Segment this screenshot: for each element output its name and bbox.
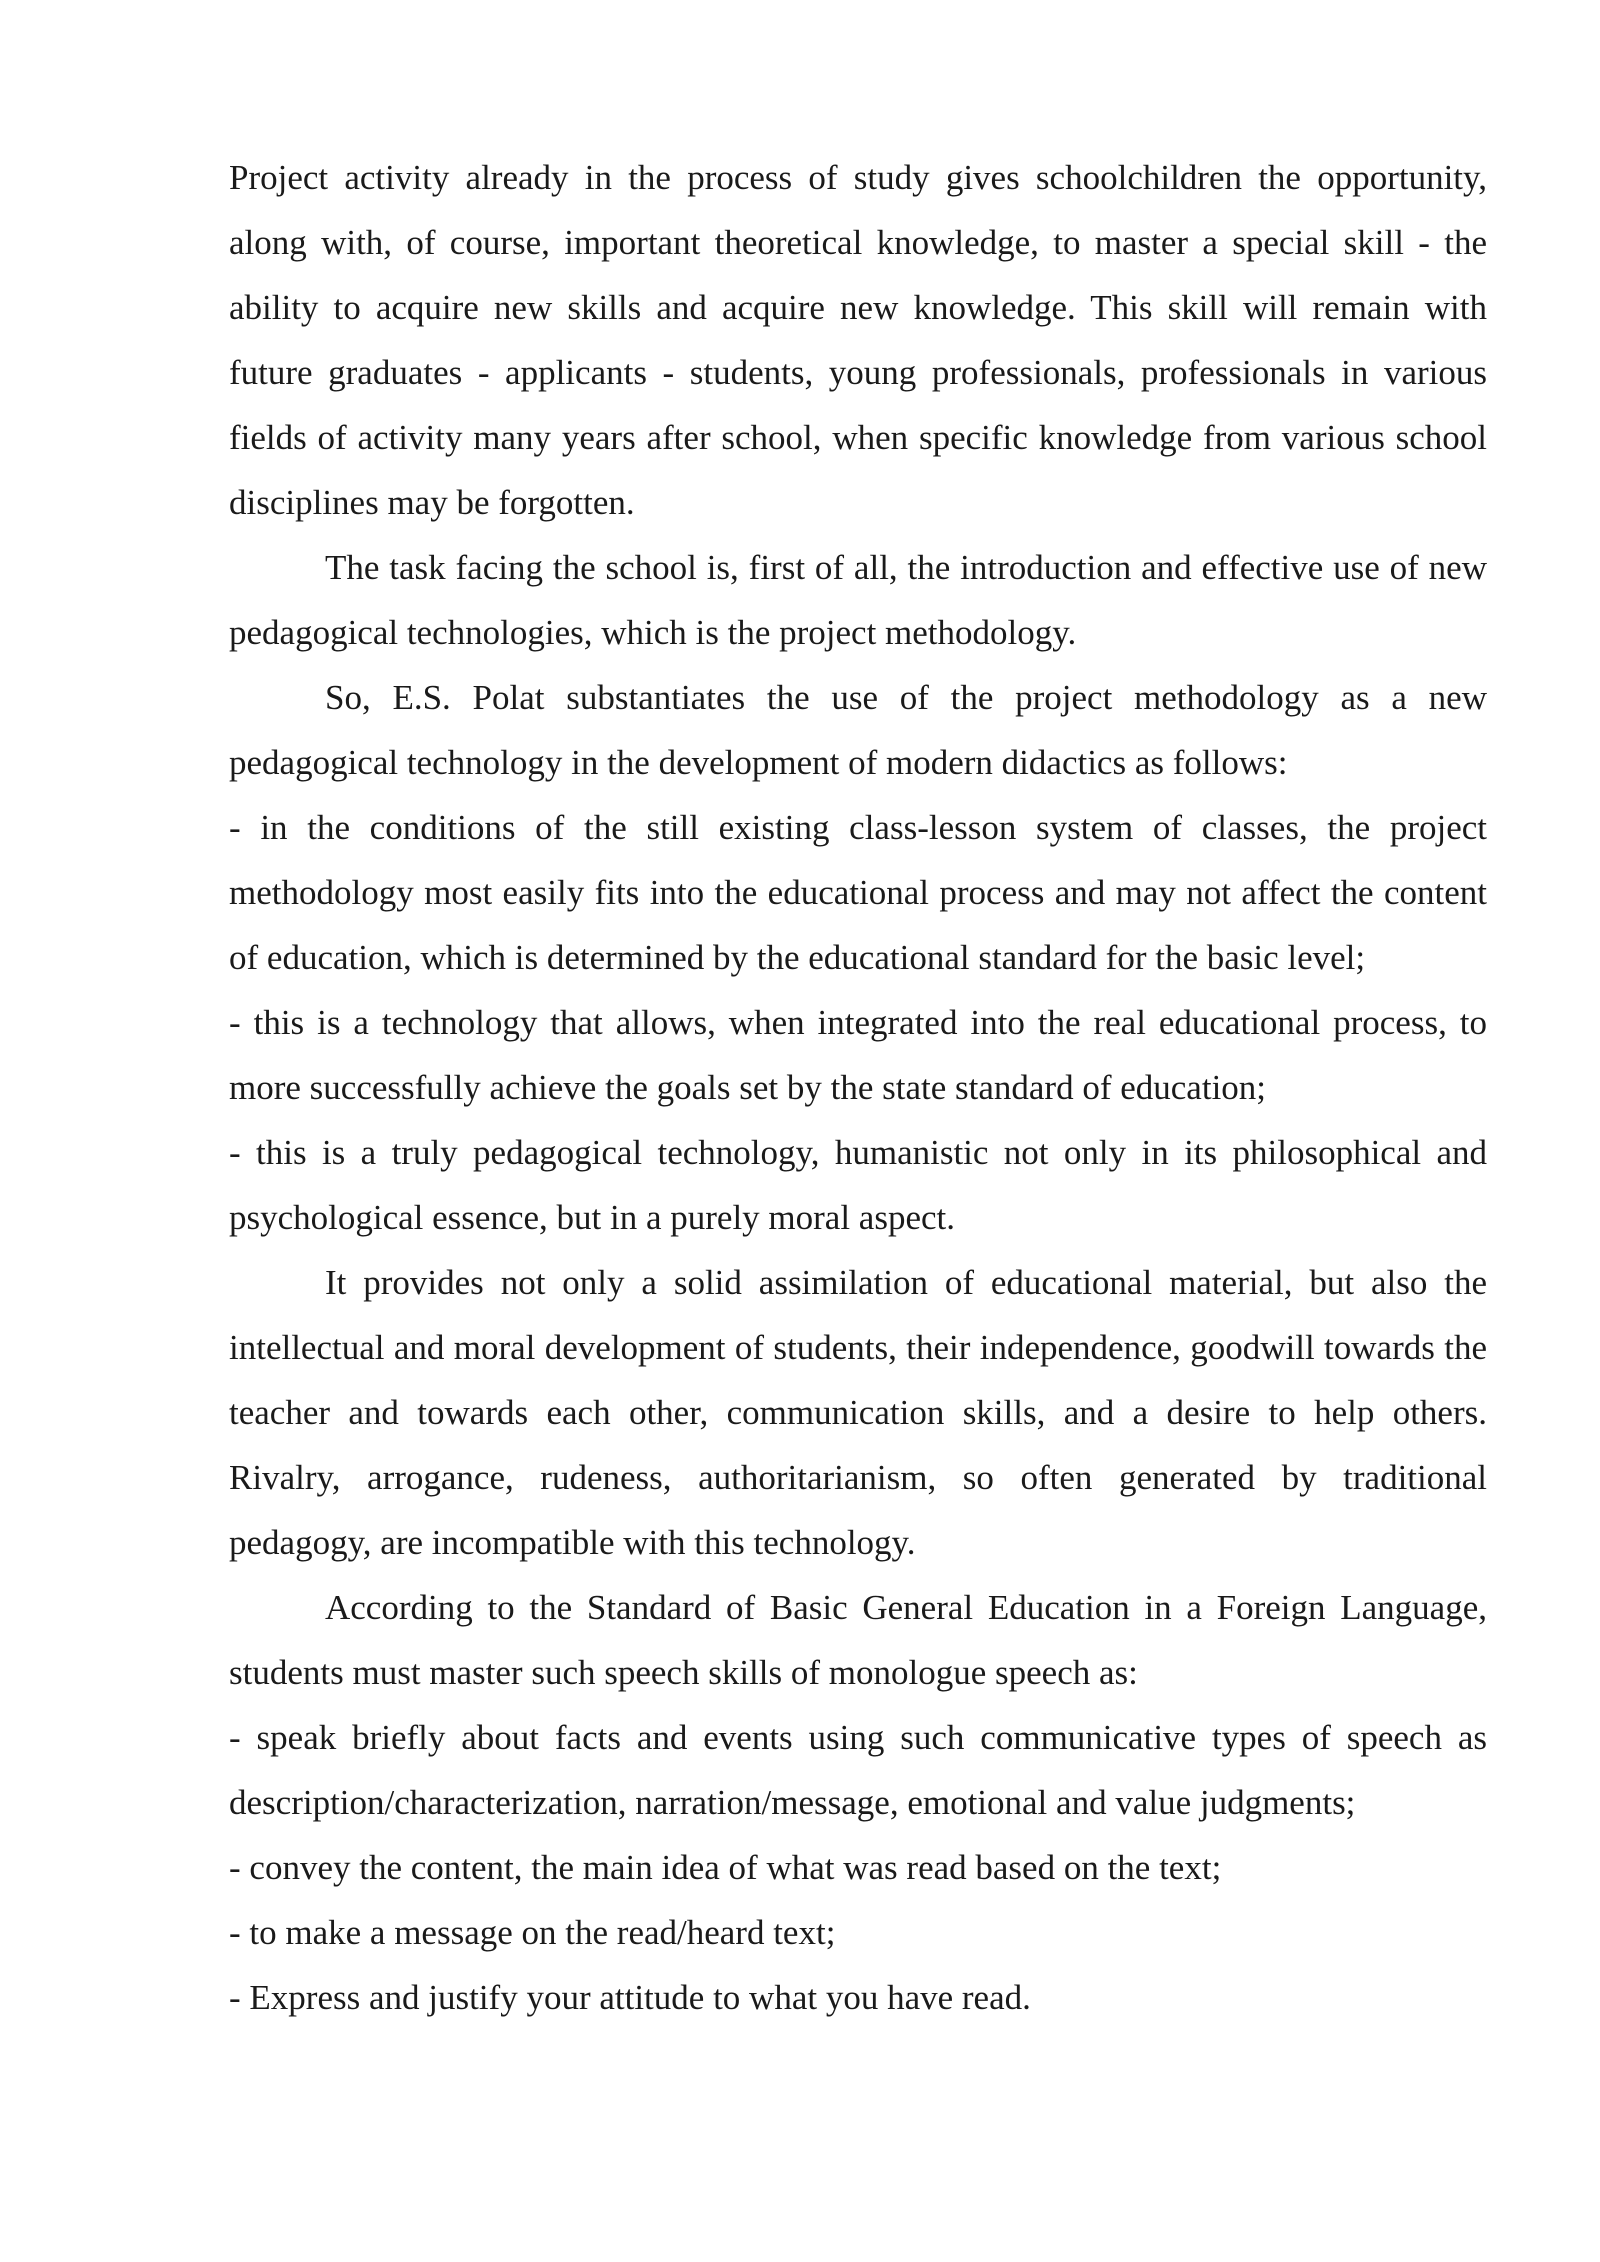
paragraph-school-task: The task facing the school is, first of all, the introduction and effective use of new pedagogical technologies, which is the project methodology. — [229, 548, 1487, 652]
paragraph-standard: According to the Standard of Basic General Education in a Foreign Language, students must master such speech skills of monologue speech as: — [229, 1588, 1487, 1692]
list-item-make-message: - to make a message on the read/heard text; — [229, 1913, 836, 1952]
list-item-express-attitude: - Express and justify your attitude to what you have read. — [229, 1978, 1031, 2017]
list-item-speak-briefly: - speak briefly about facts and events using such communicative types of speech as description/characterization, narration/message, emotional and value judgments; — [229, 1718, 1487, 1822]
paragraph-provides: It provides not only a solid assimilation of educational material, but also the intellectual and moral development of students, their independence, goodwill towards the teacher and towards each other, communication skills, and a desire to help others. Rivalry, arrogance, rudeness, authoritarianism, so often generated by traditional pedagogy, are incompatible with this technology. — [229, 1263, 1487, 1562]
list-item-integration: - this is a technology that allows, when integrated into the real educational process, to more successfully achieve the goals set by the state standard of education; — [229, 1003, 1487, 1107]
paragraph-polat: So, E.S. Polat substantiates the use of the project methodology as a new pedagogical technology in the development of modern didactics as follows: — [229, 678, 1487, 782]
document-body — [229, 145, 1487, 2030]
list-item-humanistic: - this is a truly pedagogical technology, humanistic not only in its philosophical and psychological essence, but in a purely moral aspect. — [229, 1133, 1487, 1237]
list-item-convey-content: - convey the content, the main idea of what was read based on the text; — [229, 1848, 1222, 1887]
list-item-class-lesson: - in the conditions of the still existing class-lesson system of classes, the project methodology most easily fits into the educational process and may not affect the content of education, which is determined by the educational standard for the basic level; — [229, 808, 1487, 977]
paragraph-project-activity: Project activity already in the process of study gives schoolchildren the opportunity, along with, of course, important theoretical knowledge, to master a special skill - the ability to acquire new skills and acquire new knowledge. This skill will remain with future graduates - applicants - students, young professionals, professionals in various fields of activity many years after school, when specific knowledge from various school disciplines may be forgotten. — [229, 158, 1487, 522]
